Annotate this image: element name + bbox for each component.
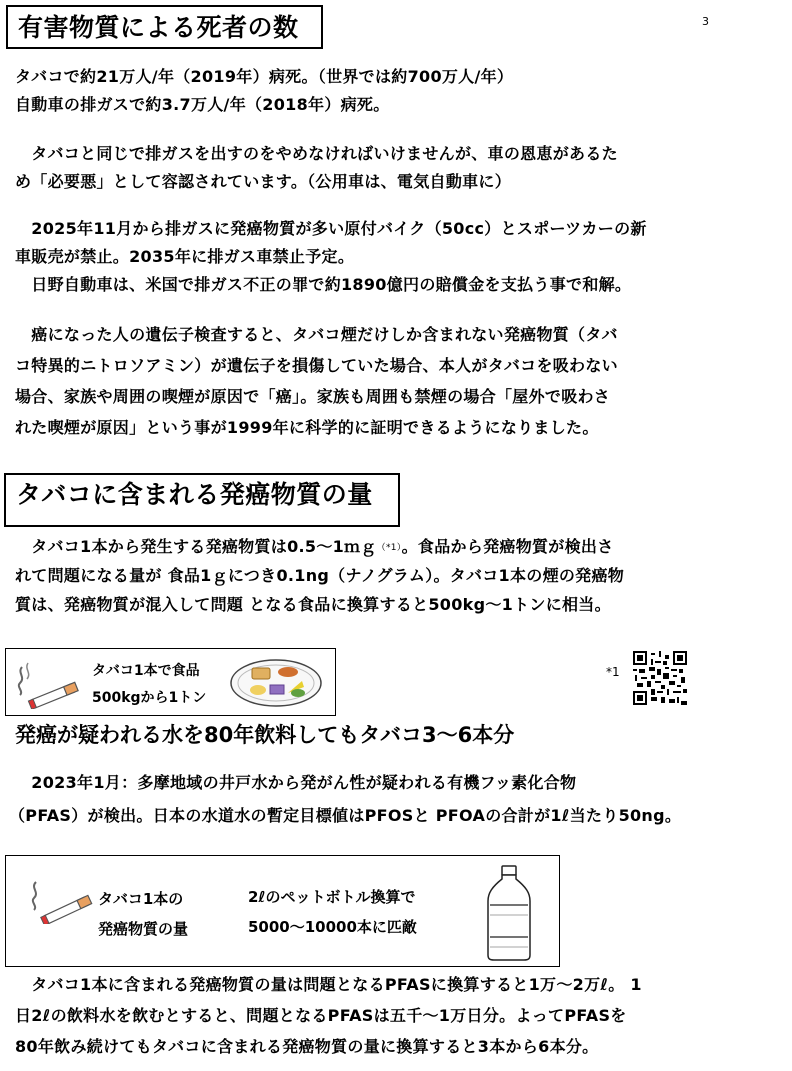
footnote-ref: （*1）: [376, 543, 402, 553]
box2-left-text: [98, 884, 188, 944]
footnote-marker: *1: [606, 665, 620, 679]
text-line: 5000～10000本に匹敵: [248, 918, 417, 936]
pet-bottle-icon: [486, 865, 532, 965]
cigarette-food-box: [5, 648, 336, 716]
text-line: [15, 532, 624, 561]
text-line: タバコ1本の: [98, 890, 184, 908]
section1-title: 有害物質による死者の数: [6, 5, 323, 49]
section3-title: 発癌が疑われる水を80年飲料してもタバコ3～6本分: [15, 723, 515, 747]
text-line: 2ℓのペットボトル換算で: [248, 888, 416, 906]
text-line: め「必要悪」として容認されています。（公用車は、電気自動車に）: [15, 172, 512, 191]
box1-line1: タバコ1本で食品: [92, 663, 200, 679]
text-line: 車販売が禁止。2035年に排ガス車禁止予定。: [15, 247, 355, 266]
text-line: 場合、家族や周囲の喫煙が原因で「癌」。家族も周囲も禁煙の場合「屋外で吸わさ: [15, 387, 611, 406]
text-line: 2023年1月：多摩地域の井戸水から発がん性が疑われる有機フッ素化合物: [15, 773, 577, 792]
text-line: コ特異的ニトロソアミン）が遺伝子を損傷していた場合、本人がタバコを吸わない: [15, 356, 618, 375]
qr-code-icon[interactable]: [633, 651, 687, 709]
food-plate-icon: [228, 655, 324, 713]
section1-stats: [15, 63, 513, 119]
text-line: 発癌物質の量: [98, 920, 189, 938]
text-line: 日野自動車は、米国で排ガス不正の罪で約1890億円の賠償金を支払う事で和解。: [15, 275, 632, 294]
section2-title: タバコに含まれる発癌物質の量: [4, 473, 400, 527]
text-line: （PFAS）が検出。日本の水道水の暫定目標値はPFOSと PFOAの合計が1ℓ当たり50ng。: [9, 806, 682, 825]
text-line: タバコ1本に含まれる発癌物質の量は問題となるPFASに換算すると1万～2万ℓ。 1: [15, 975, 642, 994]
text-line: 2025年11月から排ガスに発癌物質が多い原付バイク（50cc）とスポーツカーの新: [15, 219, 647, 238]
text-line: タバコと同じで排ガスを出すのをやめなければいけませんが、車の恩恵があるた: [15, 144, 618, 163]
text-line: れて問題になる量が 食品1ｇにつき0.1ng（ナノグラム）。タバコ1本の煙の発癌物: [15, 566, 625, 585]
box2-right-text: [248, 882, 417, 942]
box1-line2: 500kgから1トン: [92, 690, 207, 706]
section1-para1: [15, 140, 618, 196]
section1-para3: [15, 319, 618, 443]
section3-para2: [15, 969, 642, 1062]
text-segment: 。食品から発癌物質が検出さ: [401, 537, 614, 556]
section3-para1: [9, 766, 682, 832]
text-line: 80年飲み続けてもタバコに含まれる発癌物質の量に換算すると3本から6本分。: [15, 1037, 599, 1056]
cigarette-icon: [26, 878, 96, 928]
text-segment: タバコ1本から発生する発癌物質は0.5～1ｍｇ: [15, 537, 377, 556]
section2-para: [15, 532, 624, 619]
text-line: 質は、発癌物質が混入して問題 となる食品に換算すると500kg～1トンに相当。: [15, 595, 611, 614]
stat-line: タバコで約21万人/年（2019年）病死。（世界では約700万人/年）: [15, 67, 514, 86]
cigarette-icon: [14, 659, 82, 713]
text-line: れた喫煙が原因」という事が1999年に科学的に証明できるようになりました。: [15, 418, 599, 437]
text-line: 日2ℓの飲料水を飲むとすると、問題となるPFASは五千～1万日分。よってPFASを: [15, 1006, 627, 1025]
page-number: 3: [702, 15, 709, 28]
pet-bottle-box: [5, 855, 560, 967]
text-line: 癌になった人の遺伝子検査すると、タバコ煙だけしか含まれない発癌物質（タバ: [15, 325, 618, 344]
section1-para2: [15, 215, 647, 299]
stat-line: 自動車の排ガスで約3.7万人/年（2018年）病死。: [15, 95, 390, 114]
